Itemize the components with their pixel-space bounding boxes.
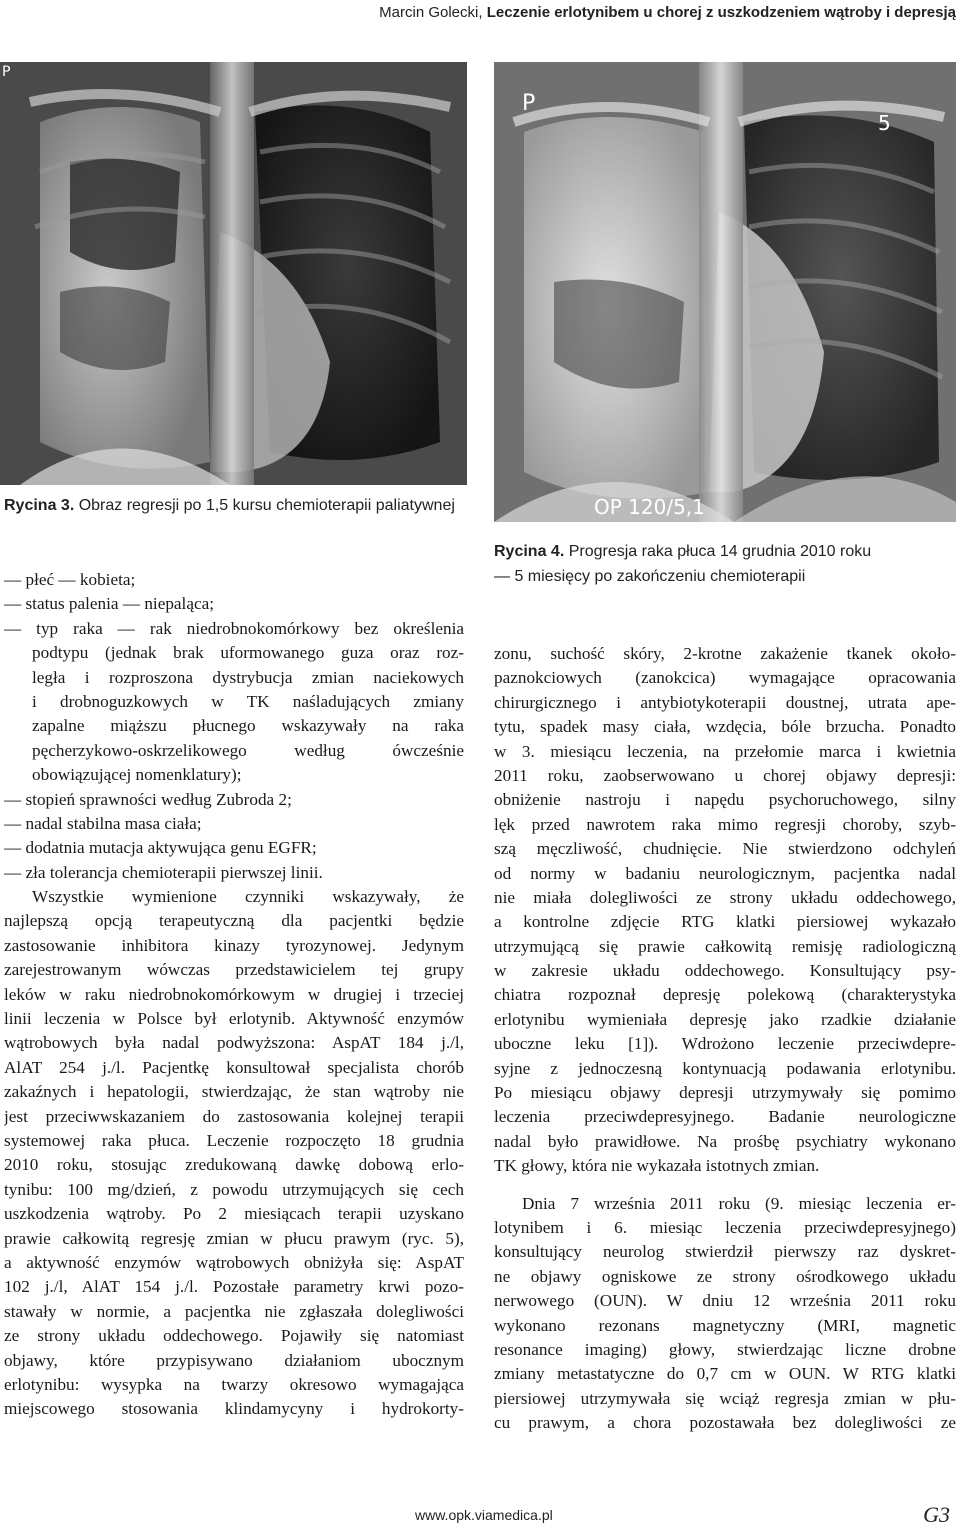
text-line: jest przeciwwskazaniem do zastosowania kolejnej terapii [4, 1106, 464, 1126]
text-line: — status palenia — niepaląca; [4, 594, 214, 614]
text-line: szą męczliwość, chudnięcie. Nie stwierdzono odchyleń [494, 839, 956, 859]
text-line: legła i rozproszona dystrybucja zmian naciekowych [32, 667, 464, 687]
text-line: chirurgicznego i antybiotykoterapii doustnej, utrata ape- [494, 692, 956, 712]
text-line: zonu, suchość skóry, 2-krotne zakażenie tkanek około- [494, 644, 956, 663]
xray-marker-p: P [522, 91, 536, 116]
footer-url: www.opk.viamedica.pl [415, 1507, 553, 1523]
text-line: erlotynibu wymieniała depresję jako rzadkie działanie [494, 1009, 956, 1029]
text-line: zastosowanie inhibitora kinazy tyrozynowej. Jedynym [4, 935, 464, 955]
text-line: miejscowego stosowania klindamycyny i hydrokorty- [4, 1399, 464, 1419]
chest-xray-image [0, 62, 467, 485]
text-line: Dnia 7 września 2011 roku (9. miesiąc leczenia er- [522, 1193, 956, 1213]
text-line: 102 j./l, AlAT 154 j./l. Pozostałe parametry krwi pozo- [4, 1277, 464, 1297]
figure-4-caption-line2: — 5 miesięcy po zakończeniu chemioterapii [494, 568, 806, 585]
text-line: podtypu (jednak brak uformowanego guza oraz roz- [32, 643, 464, 663]
text-line: 2011 roku, zaobserwowano u chorej objawy depresji: [494, 765, 956, 785]
text-line: obniżenie nastroju i napędu psychoruchowego, silny [494, 790, 956, 810]
text-line: leków w raku niedrobnokomórkowym w drugiej i trzeciej [4, 984, 464, 1004]
text-line: piersiowej utrzymywała się wciąż regresja zmian w płu- [494, 1388, 956, 1408]
running-header [379, 4, 956, 21]
text-line: uboczne leku [1]). Wdrożono leczenie przeciwdepre- [494, 1034, 956, 1054]
figure-3-caption [4, 497, 455, 515]
text-line: TK głowy, która nie wykazała istotnych zmian. [494, 1156, 820, 1176]
text-line: w zakresie układu oddechowego. Konsultujący psy- [494, 961, 956, 981]
text-line: — typ raka — rak niedrobnokomórkowy bez określenia [4, 618, 464, 638]
text-line: nadal było prawidłowe. Na prośbę psychiatry wykonano [494, 1131, 956, 1151]
figure-3-text: Obraz regresji po 1,5 kursu chemioterapii paliatywnej [74, 497, 455, 514]
header-title: Leczenie erlotynibem u chorej z uszkodzeniem wątroby i depresją [486, 4, 956, 21]
text-line: zmiany metastatyczne do 0,7 cm w OUN. W RTG klatki [494, 1364, 956, 1384]
right-text-column [494, 642, 956, 1436]
text-line: 2010 roku, stosując zredukowaną dawkę dobową erlo- [4, 1155, 464, 1175]
xray-marker-left: P [2, 64, 11, 80]
text-line: — zła tolerancja chemioterapii pierwszej linii. [4, 862, 323, 882]
text-line: cu prawym, a chora pozostawała bez dolegliwości ze [494, 1413, 956, 1433]
figure-4-label: Rycina 4. [494, 543, 565, 560]
text-line: nie miała dolegliwości ze strony układu oddechowego, [494, 887, 956, 907]
left-text-column [4, 568, 464, 1422]
text-line: od normy w badaniu neurologicznym, pacjentka nadal [494, 863, 956, 883]
text-line: obowiązującej nomenklatury); [32, 765, 242, 785]
chest-xray-figure-3 [0, 62, 467, 485]
text-line: tytu, spadek masy ciała, wzdęcia, bóle brzucha. Ponadto [494, 717, 956, 737]
text-line: erlotynibu: wysypka na twarzy okresowo wymagająca [4, 1374, 464, 1394]
text-line: najlepszą opcją terapeutyczną dla pacjentki będzie [4, 911, 464, 931]
text-line: wątrobowych była nadal podwyższona: AspAT 184 j./l, [4, 1033, 464, 1053]
text-line: — dodatnia mutacja aktywująca genu EGFR; [4, 838, 317, 858]
text-line: a kontrolne zdjęcie RTG klatki piersiowej wykazało [494, 912, 956, 932]
text-line: uszkodzenia wątroby. Po 2 miesiącach terapii uzyskano [4, 1204, 464, 1224]
text-line: prawie całkowitą regresję zmian w płucu prawym (ryc. 5), [4, 1228, 464, 1248]
text-line: — nadal stabilna masa ciała; [4, 813, 202, 833]
figure-4-text-1: Progresja raka płuca 14 grudnia 2010 roku [564, 543, 872, 560]
text-line: a aktywność enzymów wątrobowych obniżyła się: AspAT [4, 1252, 464, 1272]
figure-3-label: Rycina 3. [4, 497, 75, 514]
text-line: resonance imaging) głowy, stwierdzając liczne drobne [494, 1339, 956, 1359]
text-line: systemowej raka płuca. Leczenie rozpoczęto 18 grudnia [4, 1130, 464, 1150]
text-line: AlAT 254 j./l. Pacjentkę konsultował specjalista chorób [4, 1057, 464, 1077]
text-line: — stopień sprawności według Zubroda 2; [4, 789, 292, 809]
text-line: ne objawy ogniskowe ze strony ośrodkowego układu [494, 1266, 956, 1286]
text-line: Wszystkie wymienione czynniki wskazywały, że [32, 887, 464, 907]
chest-xray-figure-4 [494, 62, 956, 522]
text-line: i drobnoguzkowych w TK naśladujących zmiany [32, 691, 464, 711]
text-line: Po miesiącu objawy depresji utrzymywały się pomimo [494, 1083, 956, 1103]
text-line: lęk przed nawrotem raka mimo regresji choroby, szyb- [494, 814, 956, 834]
text-line: syjne z jednoczesną kontynuacją podawania erlotynibu. [494, 1058, 956, 1078]
text-line: utrzymującą się prawie całkowitą remisję radiologiczną [494, 936, 956, 956]
text-line: linii leczenia w Polsce był erlotynib. Aktywność enzymów [4, 1009, 464, 1029]
text-line: paznokciowych (zanokcica) wymagające opracowania [494, 668, 956, 688]
text-line: lotynibem i 6. miesiąc leczenia przeciwdepresyjnego) [494, 1217, 956, 1237]
text-line: stawały w normie, a pacjentka nie zgłaszała dolegliwości [4, 1301, 464, 1321]
text-line: ze strony układu oddechowego. Pojawiły się natomiast [4, 1326, 464, 1346]
text-line: nerwowego (OUN). W dniu 12 września 2011 roku [494, 1291, 956, 1311]
text-line: wykonano rezonans magnetyczny (MRI, magnetic [494, 1315, 956, 1335]
xray-marker-5: 5 [878, 111, 891, 135]
text-line: leczenia przeciwdepresyjnego. Badanie neurologiczne [494, 1107, 956, 1127]
text-line: zakaźnych i hepatologii, stwierdzając, że stan wątroby nie [4, 1082, 464, 1102]
header-author: Marcin Golecki, [379, 4, 487, 21]
figure-4-caption-line1 [494, 543, 871, 561]
text-line: zarejestrowanym wówczas przedstawicielem tej grupy [4, 960, 464, 980]
text-line: w 3. miesiącu leczenia, na przełomie marca i kwietnia [494, 741, 956, 761]
xray-bottom-label: OP 120/5,1 [594, 495, 705, 519]
text-line: zapalne miąższu płucnego wskazywały na raka [32, 716, 464, 736]
page-number: G3 [923, 1502, 950, 1527]
text-line: chiatra rozpoznał depresję polekową (charakterystyka [494, 985, 956, 1005]
text-line: — płeć — kobieta; [4, 570, 136, 589]
text-line: konsultujący neurolog stwierdził pierwszy raz dyskret- [494, 1242, 956, 1262]
text-line: objawy, które przypisywano działaniom ubocznym [4, 1350, 464, 1370]
text-line: pęcherzykowo-oskrzelikowego według ówcześnie [32, 740, 464, 760]
chest-xray-image-right [494, 62, 956, 522]
text-line: tynibu: 100 mg/dzień, z powodu utrzymujących się cech [4, 1179, 464, 1199]
paragraph-gap [494, 1179, 956, 1192]
